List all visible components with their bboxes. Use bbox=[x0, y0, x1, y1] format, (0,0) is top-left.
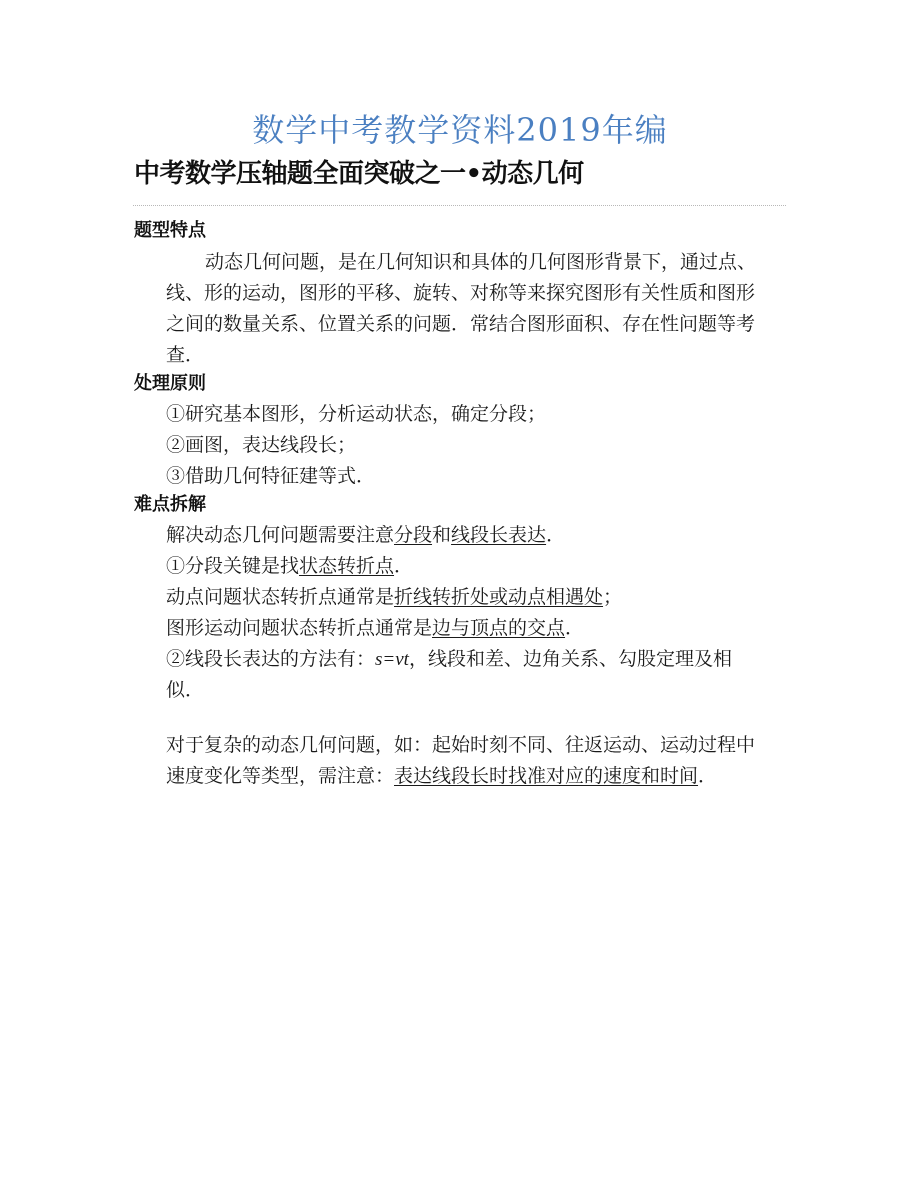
text-segment: 速度变化等类型，需注意： bbox=[166, 765, 395, 787]
underlined-term: 边与顶点的交点 bbox=[432, 617, 566, 639]
text-segment: 解决动态几何问题需要注意 bbox=[166, 524, 395, 546]
closing-line bbox=[166, 763, 717, 789]
difficulty-line bbox=[166, 522, 565, 548]
section-heading-features: 题型特点 bbox=[134, 220, 206, 241]
text-segment: ，线段和差、边角关系、勾股定理及相 bbox=[408, 648, 732, 670]
underlined-term: 线段长表达 bbox=[451, 524, 547, 546]
underlined-term: 状态转折点 bbox=[299, 555, 395, 577]
difficulty-line bbox=[166, 677, 204, 703]
text-segment: ． bbox=[394, 555, 414, 577]
difficulty-line bbox=[166, 584, 622, 610]
dotted-divider bbox=[133, 205, 786, 206]
difficulty-line bbox=[166, 646, 732, 673]
text-segment: ； bbox=[603, 586, 623, 608]
text-segment: ． bbox=[565, 617, 585, 639]
principle-item: ③借助几何特征建等式． bbox=[166, 465, 376, 487]
underlined-term: 表达线段长时找准对应的速度和时间 bbox=[394, 765, 699, 787]
principle-item: ①研究基本图形，分析运动状态，确定分段； bbox=[166, 403, 547, 425]
document-heading: 中考数学压轴题全面突破之一•动态几何 bbox=[134, 159, 584, 189]
closing-line: 对于复杂的动态几何问题，如：起始时刻不同、往返运动、运动过程中 bbox=[166, 734, 756, 756]
text-segment: 动点问题状态转折点通常是 bbox=[166, 586, 395, 608]
underlined-term: 分段 bbox=[394, 524, 433, 546]
section-heading-principles: 处理原则 bbox=[134, 373, 206, 394]
principle-item: ②画图，表达线段长； bbox=[166, 434, 357, 456]
text-segment: 似． bbox=[166, 679, 205, 701]
paragraph-line: 查． bbox=[166, 344, 205, 366]
paragraph-line: 线、形的运动，图形的平移、旋转、对称等来探究图形有关性质和图形 bbox=[166, 282, 756, 304]
text-segment: ． bbox=[698, 765, 718, 787]
paragraph-line: 动态几何问题，是在几何知识和具体的几何图形背景下，通过点、 bbox=[205, 251, 757, 273]
difficulty-line bbox=[166, 615, 584, 641]
difficulty-line bbox=[166, 553, 413, 579]
section-heading-difficulties: 难点拆解 bbox=[134, 494, 206, 515]
page-title: 数学中考教学资料2019年编 bbox=[252, 111, 668, 149]
text-segment: 和 bbox=[432, 524, 452, 546]
text-segment: 图形运动问题状态转折点通常是 bbox=[166, 617, 433, 639]
underlined-term: 折线转折处或动点相遇处 bbox=[394, 586, 604, 608]
text-segment: ②线段长表达的方法有： bbox=[166, 648, 376, 670]
text-segment: ． bbox=[546, 524, 566, 546]
formula: s=vt bbox=[375, 649, 409, 670]
paragraph-line: 之间的数量关系、位置关系的问题．常结合图形面积、存在性问题等考 bbox=[166, 313, 756, 335]
text-segment: ①分段关键是找 bbox=[166, 555, 300, 577]
